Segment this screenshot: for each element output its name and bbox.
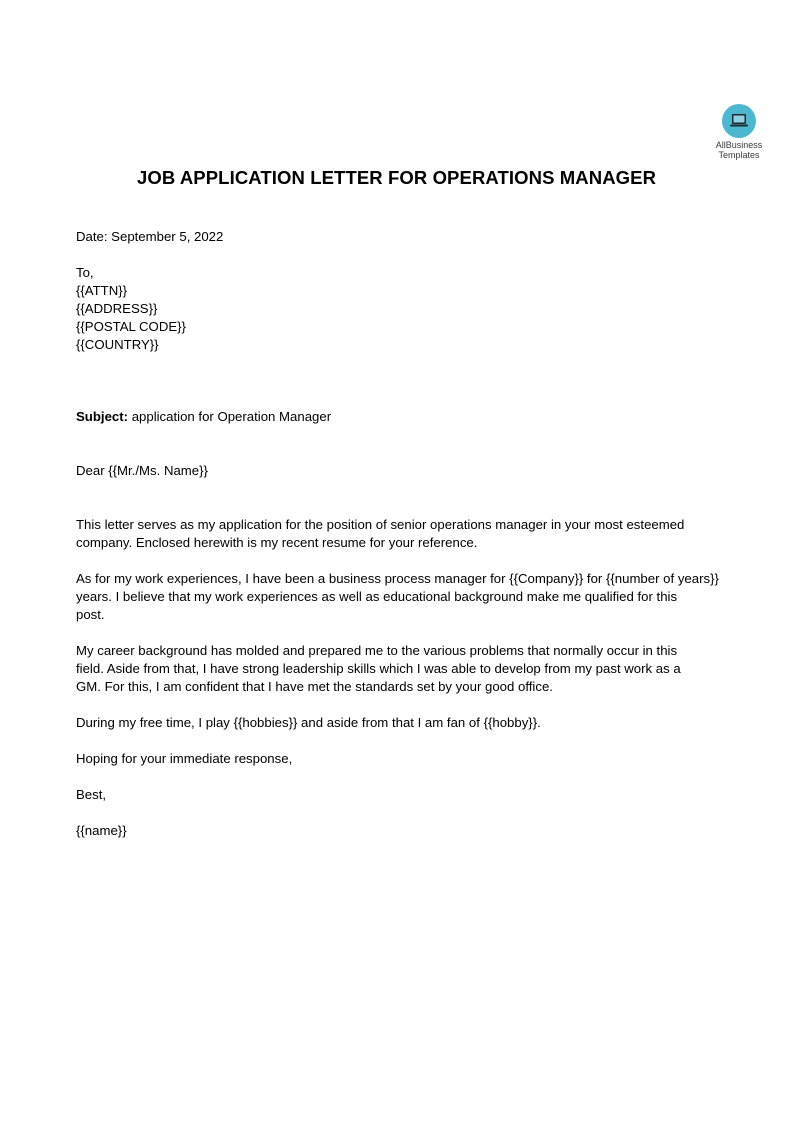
recipient-address (76, 264, 736, 354)
address-country: {{COUNTRY}} (76, 337, 159, 352)
paragraph-3 (76, 642, 736, 696)
address-postal: {{POSTAL CODE}} (76, 319, 186, 334)
laptop-icon (729, 113, 749, 129)
logo-line-2: Templates (718, 150, 760, 160)
paragraph-1-line-1: This letter serves as my application for the position of senior operations manager in your most esteemed (76, 517, 685, 532)
paragraph-1-line-2: company. Enclosed herewith is my recent resume for your reference. (76, 535, 478, 550)
signoff: Best, (76, 787, 107, 802)
address-street: {{ADDRESS}} (76, 301, 158, 316)
letter-date: Date: September 5, 2022 (76, 229, 224, 244)
signature-name: {{name}} (76, 823, 127, 838)
subject-text: application for Operation Manager (128, 409, 332, 424)
paragraph-1 (76, 516, 736, 552)
paragraph-3-line-1: My career background has molded and prepared me to the various problems that normally occur in this (76, 643, 678, 658)
subject-label: Subject: (76, 409, 129, 424)
address-attn: {{ATTN}} (76, 283, 128, 298)
paragraph-2-line-1: As for my work experiences, I have been a business process manager for {{Company}} for {{number of years}} (76, 571, 719, 586)
subject-line (76, 408, 736, 426)
paragraph-2 (76, 570, 736, 624)
letter-body (76, 228, 736, 840)
paragraph-3-line-2: field. Aside from that, I have strong leadership skills which I was able to develop from my past work as a (76, 661, 681, 676)
allbusiness-templates-logo (706, 104, 772, 160)
logo-text (706, 140, 772, 160)
logo-line-1: AllBusiness (715, 140, 763, 150)
paragraph-4: During my free time, I play {{hobbies}} and aside from that I am fan of {{hobby}}. (76, 715, 541, 730)
paragraph-3-line-3: GM. For this, I am confident that I have met the standards set by your good office. (76, 679, 553, 694)
document-title: JOB APPLICATION LETTER FOR OPERATIONS MANAGER (136, 167, 657, 188)
address-to: To, (76, 265, 94, 280)
paragraph-2-line-2: years. I believe that my work experiences as well as educational background make me qualified for this (76, 589, 678, 604)
logo-circle (722, 104, 756, 138)
paragraph-2-line-3: post. (76, 607, 105, 622)
salutation: Dear {{Mr./Ms. Name}} (76, 463, 208, 478)
closing-line: Hoping for your immediate response, (76, 751, 293, 766)
